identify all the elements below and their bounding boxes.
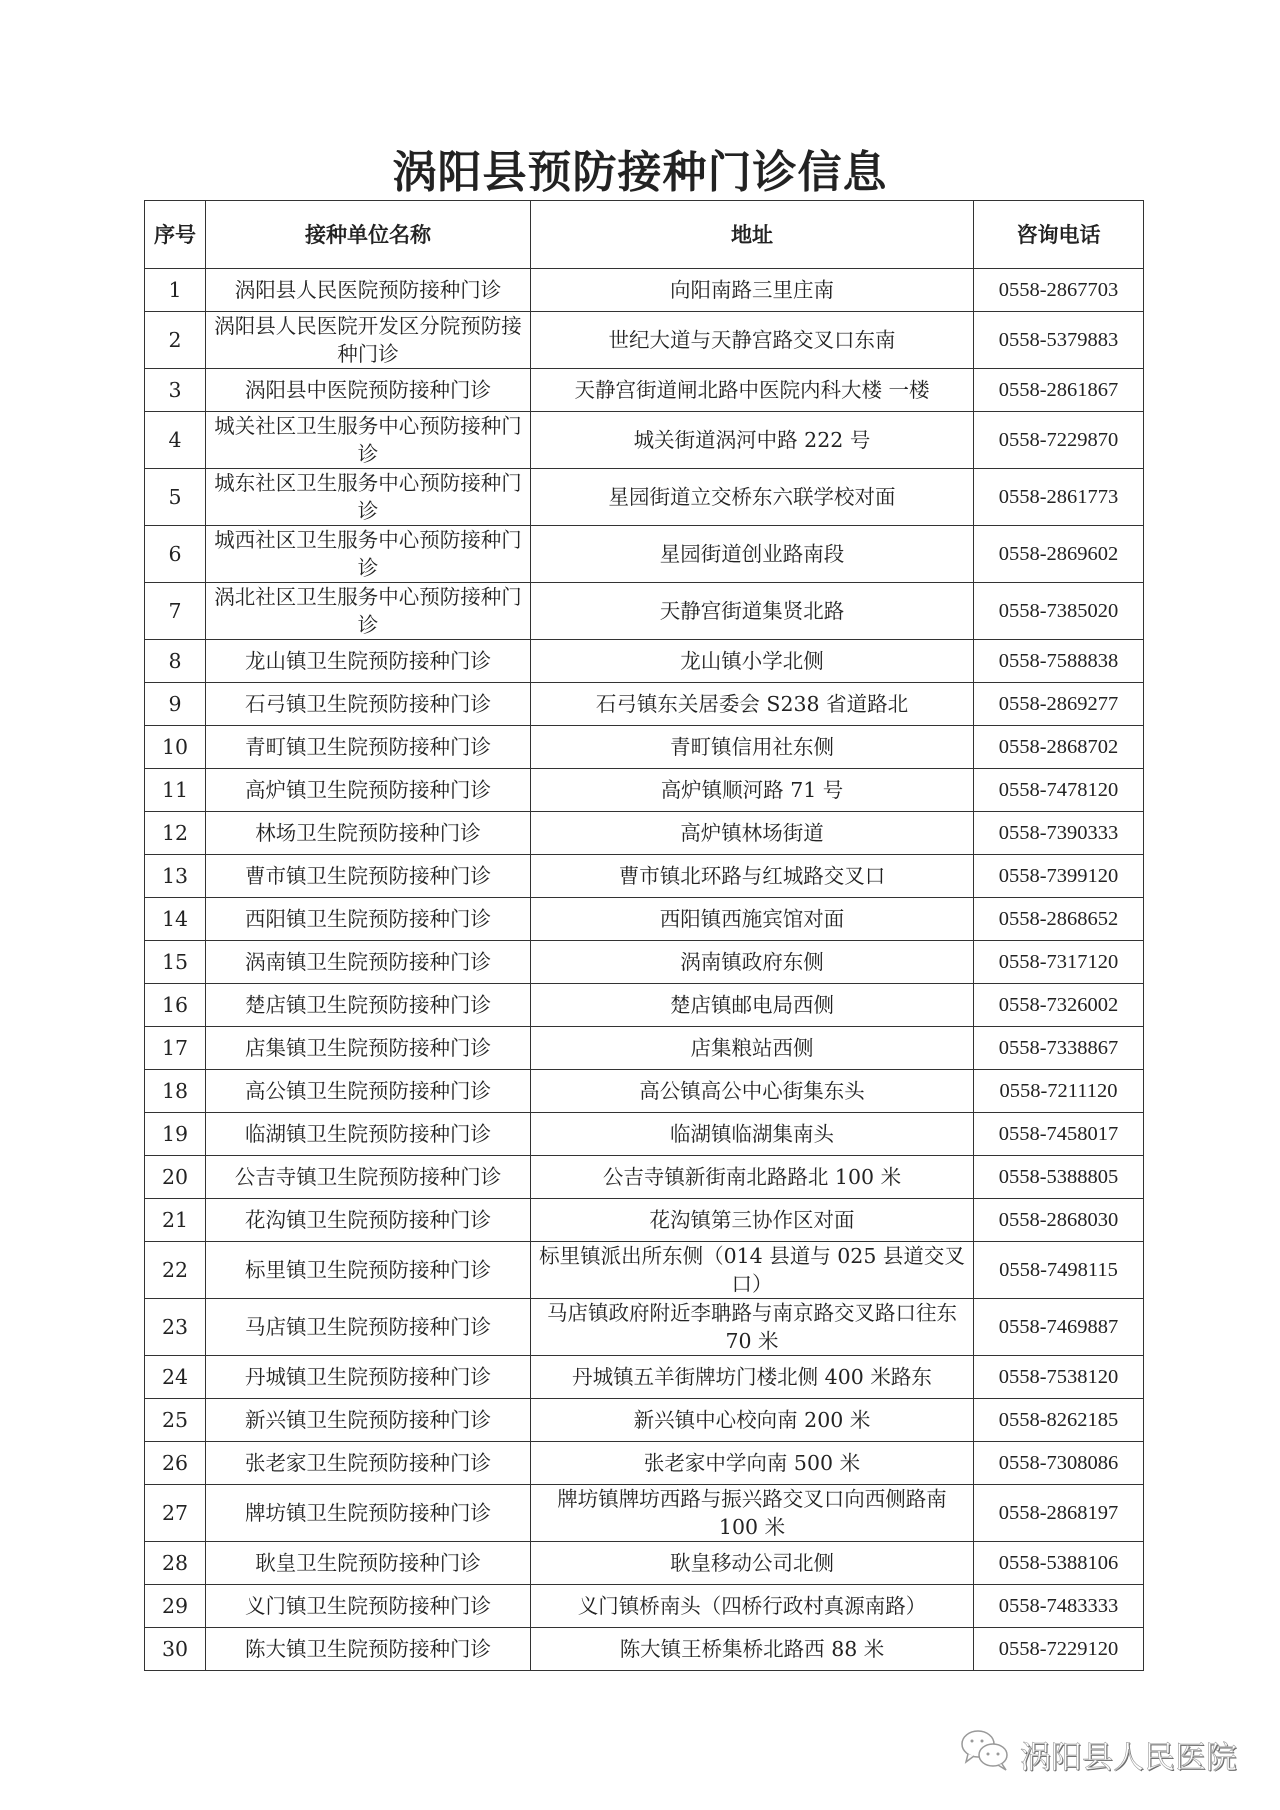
header-seq: 序号: [145, 201, 206, 269]
cell-address: 高公镇高公中心街集东头: [531, 1070, 974, 1113]
cell-seq: 17: [145, 1027, 206, 1070]
cell-phone: 0558-2861867: [974, 369, 1144, 412]
cell-phone: 0558-7229120: [974, 1628, 1144, 1671]
cell-address: 丹城镇五羊街牌坊门楼北侧 400 米路东: [531, 1356, 974, 1399]
watermark-label: 涡阳县人民医院: [1020, 1739, 1237, 1776]
cell-seq: 11: [145, 769, 206, 812]
cell-name: 石弓镇卫生院预防接种门诊: [206, 683, 531, 726]
cell-seq: 15: [145, 941, 206, 984]
cell-name: 涡阳县人民医院开发区分院预防接种门诊: [206, 312, 531, 369]
cell-seq: 14: [145, 898, 206, 941]
cell-address: 马店镇政府附近李聃路与南京路交叉路口往东 70 米: [531, 1299, 974, 1356]
table-row: [145, 984, 1144, 1027]
cell-phone: 0558-7338867: [974, 1027, 1144, 1070]
table-row: [145, 1242, 1144, 1299]
cell-phone: 0558-7469887: [974, 1299, 1144, 1356]
header-phone: 咨询电话: [974, 201, 1144, 269]
cell-name: 涡南镇卫生院预防接种门诊: [206, 941, 531, 984]
table-row: [145, 1070, 1144, 1113]
table-row: [145, 683, 1144, 726]
cell-phone: 0558-7211120: [974, 1070, 1144, 1113]
table-row: [145, 1199, 1144, 1242]
table-row: [145, 412, 1144, 469]
table-row: [145, 941, 1144, 984]
cell-phone: 0558-5379883: [974, 312, 1144, 369]
cell-seq: 18: [145, 1070, 206, 1113]
wechat-icon: [960, 1728, 1012, 1780]
table-row: [145, 1356, 1144, 1399]
cell-name: 高炉镇卫生院预防接种门诊: [206, 769, 531, 812]
cell-address: 临湖镇临湖集南头: [531, 1113, 974, 1156]
cell-name: 楚店镇卫生院预防接种门诊: [206, 984, 531, 1027]
cell-phone: 0558-2868030: [974, 1199, 1144, 1242]
cell-seq: 12: [145, 812, 206, 855]
cell-seq: 29: [145, 1585, 206, 1628]
cell-address: 星园街道立交桥东六联学校对面: [531, 469, 974, 526]
cell-address: 高炉镇顺河路 71 号: [531, 769, 974, 812]
cell-seq: 23: [145, 1299, 206, 1356]
table-row: [145, 1156, 1144, 1199]
cell-seq: 13: [145, 855, 206, 898]
cell-seq: 27: [145, 1485, 206, 1542]
cell-name: 城西社区卫生服务中心预防接种门诊: [206, 526, 531, 583]
cell-seq: 30: [145, 1628, 206, 1671]
cell-phone: 0558-7390333: [974, 812, 1144, 855]
cell-phone: 0558-5388106: [974, 1542, 1144, 1585]
cell-phone: 0558-7385020: [974, 583, 1144, 640]
cell-name: 耿皇卫生院预防接种门诊: [206, 1542, 531, 1585]
cell-name: 涡北社区卫生服务中心预防接种门诊: [206, 583, 531, 640]
cell-address: 标里镇派出所东侧（014 县道与 025 县道交叉口）: [531, 1242, 974, 1299]
header-address: 地址: [531, 201, 974, 269]
cell-phone: 0558-7458017: [974, 1113, 1144, 1156]
cell-seq: 8: [145, 640, 206, 683]
cell-name: 陈大镇卫生院预防接种门诊: [206, 1628, 531, 1671]
cell-name: 龙山镇卫生院预防接种门诊: [206, 640, 531, 683]
table-row: [145, 640, 1144, 683]
cell-name: 店集镇卫生院预防接种门诊: [206, 1027, 531, 1070]
cell-address: 石弓镇东关居委会 S238 省道路北: [531, 683, 974, 726]
cell-seq: 5: [145, 469, 206, 526]
cell-seq: 25: [145, 1399, 206, 1442]
cell-name: 西阳镇卫生院预防接种门诊: [206, 898, 531, 941]
table-row: [145, 1027, 1144, 1070]
cell-name: 义门镇卫生院预防接种门诊: [206, 1585, 531, 1628]
table-row: [145, 1299, 1144, 1356]
table-header-row: [145, 201, 1144, 269]
cell-phone: 0558-2869602: [974, 526, 1144, 583]
cell-address: 青町镇信用社东侧: [531, 726, 974, 769]
cell-name: 涡阳县中医院预防接种门诊: [206, 369, 531, 412]
cell-address: 陈大镇王桥集桥北路西 88 米: [531, 1628, 974, 1671]
table-row: [145, 726, 1144, 769]
cell-address: 西阳镇西施宾馆对面: [531, 898, 974, 941]
table-row: [145, 898, 1144, 941]
cell-name: 牌坊镇卫生院预防接种门诊: [206, 1485, 531, 1542]
cell-phone: 0558-7399120: [974, 855, 1144, 898]
table-row: [145, 855, 1144, 898]
cell-address: 星园街道创业路南段: [531, 526, 974, 583]
cell-phone: 0558-7308086: [974, 1442, 1144, 1485]
cell-phone: 0558-2868197: [974, 1485, 1144, 1542]
cell-phone: 0558-8262185: [974, 1399, 1144, 1442]
cell-phone: 0558-7317120: [974, 941, 1144, 984]
table-row: [145, 1628, 1144, 1671]
header-name: 接种单位名称: [206, 201, 531, 269]
cell-name: 曹市镇卫生院预防接种门诊: [206, 855, 531, 898]
clinic-table: [144, 200, 1144, 1671]
cell-name: 涡阳县人民医院预防接种门诊: [206, 269, 531, 312]
cell-seq: 1: [145, 269, 206, 312]
table-row: [145, 1485, 1144, 1542]
table-row: [145, 312, 1144, 369]
table-row: [145, 469, 1144, 526]
cell-name: 高公镇卫生院预防接种门诊: [206, 1070, 531, 1113]
cell-phone: 0558-2861773: [974, 469, 1144, 526]
cell-address: 天静宫街道集贤北路: [531, 583, 974, 640]
cell-address: 天静宫街道闸北路中医院内科大楼 一楼: [531, 369, 974, 412]
cell-seq: 9: [145, 683, 206, 726]
cell-name: 临湖镇卫生院预防接种门诊: [206, 1113, 531, 1156]
cell-phone: 0558-7588838: [974, 640, 1144, 683]
cell-seq: 22: [145, 1242, 206, 1299]
cell-phone: 0558-7483333: [974, 1585, 1144, 1628]
cell-phone: 0558-7229870: [974, 412, 1144, 469]
cell-name: 马店镇卫生院预防接种门诊: [206, 1299, 531, 1356]
cell-phone: 0558-7538120: [974, 1356, 1144, 1399]
cell-address: 高炉镇林场街道: [531, 812, 974, 855]
table-row: [145, 583, 1144, 640]
cell-address: 涡南镇政府东侧: [531, 941, 974, 984]
cell-phone: 0558-7498115: [974, 1242, 1144, 1299]
cell-seq: 6: [145, 526, 206, 583]
cell-name: 城东社区卫生服务中心预防接种门诊: [206, 469, 531, 526]
cell-address: 公吉寺镇新街南北路路北 100 米: [531, 1156, 974, 1199]
cell-phone: 0558-2868702: [974, 726, 1144, 769]
cell-address: 曹市镇北环路与红城路交叉口: [531, 855, 974, 898]
table-row: [145, 1399, 1144, 1442]
cell-name: 青町镇卫生院预防接种门诊: [206, 726, 531, 769]
cell-phone: 0558-5388805: [974, 1156, 1144, 1199]
cell-phone: 0558-2868652: [974, 898, 1144, 941]
cell-seq: 16: [145, 984, 206, 1027]
table-row: [145, 269, 1144, 312]
cell-address: 世纪大道与天静宫路交叉口东南: [531, 312, 974, 369]
cell-seq: 24: [145, 1356, 206, 1399]
cell-name: 标里镇卫生院预防接种门诊: [206, 1242, 531, 1299]
cell-seq: 3: [145, 369, 206, 412]
table-row: [145, 369, 1144, 412]
cell-address: 向阳南路三里庄南: [531, 269, 974, 312]
cell-address: 龙山镇小学北侧: [531, 640, 974, 683]
cell-address: 耿皇移动公司北侧: [531, 1542, 974, 1585]
cell-seq: 4: [145, 412, 206, 469]
cell-seq: 28: [145, 1542, 206, 1585]
cell-seq: 7: [145, 583, 206, 640]
cell-name: 新兴镇卫生院预防接种门诊: [206, 1399, 531, 1442]
cell-seq: 10: [145, 726, 206, 769]
cell-name: 张老家卫生院预防接种门诊: [206, 1442, 531, 1485]
cell-seq: 19: [145, 1113, 206, 1156]
cell-name: 城关社区卫生服务中心预防接种门诊: [206, 412, 531, 469]
page-title: 涡阳县预防接种门诊信息: [392, 147, 888, 198]
cell-name: 花沟镇卫生院预防接种门诊: [206, 1199, 531, 1242]
table-row: [145, 526, 1144, 583]
table-row: [145, 1585, 1144, 1628]
watermark: [960, 1728, 1237, 1780]
table-row: [145, 1113, 1144, 1156]
cell-seq: 20: [145, 1156, 206, 1199]
cell-name: 丹城镇卫生院预防接种门诊: [206, 1356, 531, 1399]
table-row: [145, 812, 1144, 855]
cell-phone: 0558-2867703: [974, 269, 1144, 312]
cell-phone: 0558-7326002: [974, 984, 1144, 1027]
cell-address: 城关街道涡河中路 222 号: [531, 412, 974, 469]
cell-seq: 26: [145, 1442, 206, 1485]
table-row: [145, 1542, 1144, 1585]
cell-phone: 0558-7478120: [974, 769, 1144, 812]
cell-name: 公吉寺镇卫生院预防接种门诊: [206, 1156, 531, 1199]
cell-seq: 21: [145, 1199, 206, 1242]
cell-phone: 0558-2869277: [974, 683, 1144, 726]
cell-address: 楚店镇邮电局西侧: [531, 984, 974, 1027]
cell-name: 林场卫生院预防接种门诊: [206, 812, 531, 855]
cell-address: 店集粮站西侧: [531, 1027, 974, 1070]
cell-address: 义门镇桥南头（四桥行政村真源南路）: [531, 1585, 974, 1628]
table-row: [145, 769, 1144, 812]
cell-seq: 2: [145, 312, 206, 369]
cell-address: 新兴镇中心校向南 200 米: [531, 1399, 974, 1442]
cell-address: 张老家中学向南 500 米: [531, 1442, 974, 1485]
cell-address: 花沟镇第三协作区对面: [531, 1199, 974, 1242]
table-row: [145, 1442, 1144, 1485]
cell-address: 牌坊镇牌坊西路与振兴路交叉口向西侧路南 100 米: [531, 1485, 974, 1542]
